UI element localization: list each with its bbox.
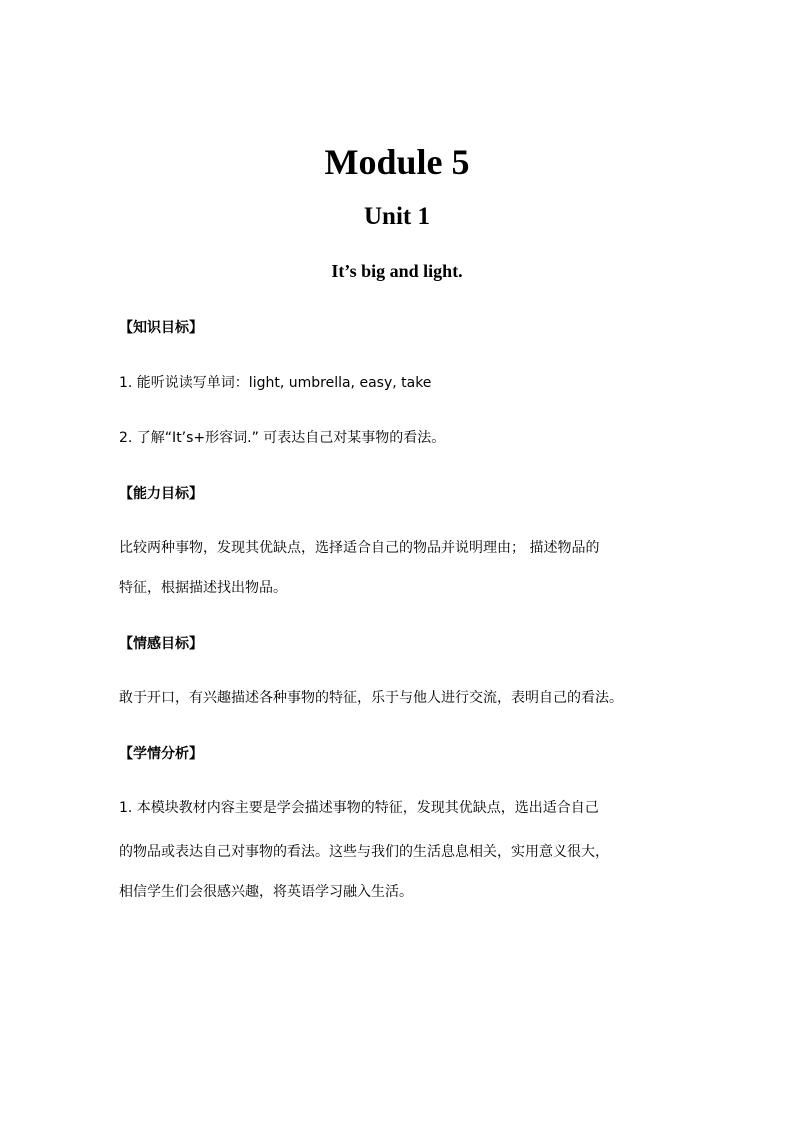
- ability-goals-line-2: 特征，根据描述找出物品。: [119, 580, 287, 596]
- knowledge-goals-heading: 【知识目标】: [119, 320, 203, 336]
- ability-goals-heading: 【能力目标】: [119, 486, 203, 502]
- learner-analysis-line-1: 1. 本模块教材内容主要是学会描述事物的特征，发现其优缺点，选出适合自己: [119, 800, 599, 816]
- ability-goals-line-1: 比较两种事物，发现其优缺点，选择适合自己的物品并说明理由； 描述物品的: [119, 540, 600, 556]
- emotion-goals-line-1: 敢于开口，有兴趣描述各种事物的特征，乐于与他人进行交流，表明自己的看法。: [119, 690, 623, 706]
- lesson-subtitle: It’s big and light.: [331, 261, 463, 281]
- knowledge-goal-item-1: 1. 能听说读写单词：light, umbrella, easy, take: [119, 375, 432, 391]
- module-title: Module 5: [324, 142, 470, 182]
- emotion-goals-heading: 【情感目标】: [119, 636, 203, 652]
- learner-analysis-line-2: 的物品或表达自己对事物的看法。这些与我们的生活息息相关，实用意义很大，: [119, 844, 609, 860]
- learner-analysis-heading: 【学情分析】: [119, 746, 203, 762]
- learner-analysis-line-3: 相信学生们会很感兴趣，将英语学习融入生活。: [119, 884, 413, 900]
- unit-title: Unit 1: [364, 203, 430, 230]
- knowledge-goal-item-2: 2. 了解“It’s+形容词.” 可表达自己对某事物的看法。: [119, 430, 446, 446]
